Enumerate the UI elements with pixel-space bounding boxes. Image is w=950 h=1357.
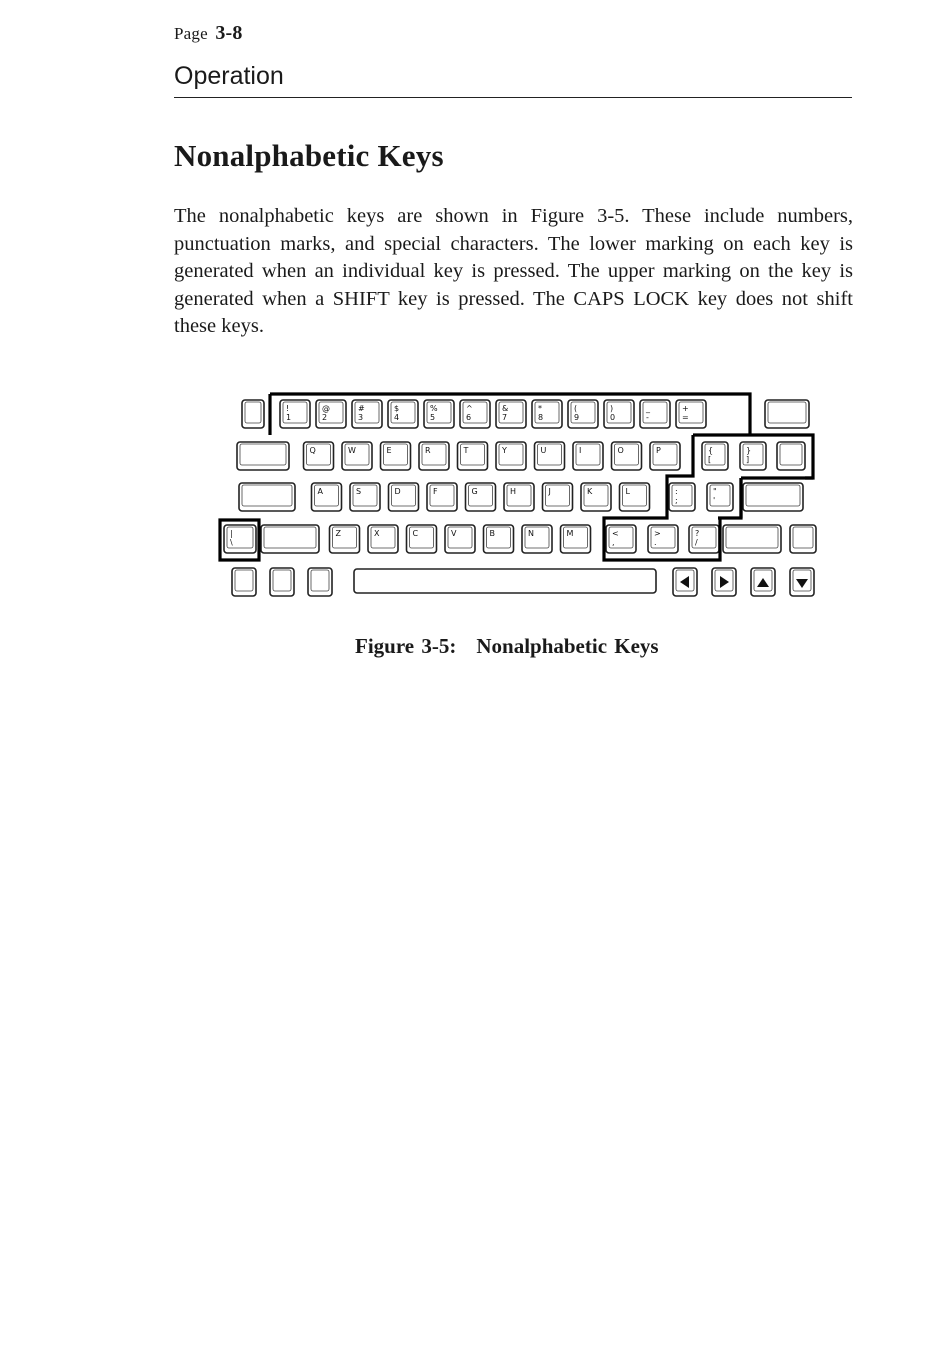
caption-title: Nonalphabetic Keys — [476, 634, 659, 658]
key-legend-lower: = — [682, 413, 689, 422]
key-legend-upper: | — [230, 529, 233, 538]
key-row3-1 — [312, 483, 342, 511]
key-quote — [707, 483, 733, 511]
key-legend-upper: & — [502, 404, 509, 413]
key-shift-right — [723, 525, 781, 553]
key-bracket-left — [702, 442, 728, 470]
key-legend-upper: @ — [322, 404, 330, 413]
key-legend-lower: - — [646, 413, 649, 422]
key-legend-upper: H — [510, 487, 517, 496]
key-semicolon — [669, 483, 695, 511]
key-legend-upper: M — [566, 529, 574, 538]
key-row4-2 — [368, 525, 398, 553]
page-heading: Nonalphabetic Keys — [174, 138, 444, 173]
key-legend-upper: ? — [695, 529, 700, 538]
key-legend-upper: ^ — [466, 404, 473, 413]
page-label: Page — [174, 24, 208, 43]
key-legend-lower: ' — [713, 496, 716, 505]
key-legend-lower: 9 — [574, 413, 580, 422]
key-row1-10 — [604, 400, 634, 428]
key-legend-upper: W — [348, 446, 356, 455]
key-legend-lower: 1 — [286, 413, 292, 422]
keyboard-diagram — [215, 390, 825, 605]
key-caps-lock — [270, 568, 294, 596]
key-backspace — [765, 400, 809, 428]
key-legend-lower: ; — [675, 496, 678, 505]
header-rule — [174, 97, 852, 98]
key-row4-1 — [330, 525, 360, 553]
key-legend-upper: V — [451, 529, 457, 538]
key-legend-upper: R — [425, 446, 431, 455]
key-row2-8 — [573, 442, 603, 470]
key-legend-upper: B — [489, 529, 495, 538]
key-row1-12 — [676, 400, 706, 428]
key-legend-lower: ] — [746, 455, 750, 464]
key-legend-upper: + — [682, 404, 689, 413]
key-legend-lower: , — [612, 538, 615, 547]
key-legend-upper: E — [386, 446, 392, 455]
key-legend-upper: Y — [502, 446, 507, 455]
key-legend-upper: N — [528, 529, 534, 538]
key-row1-6 — [460, 400, 490, 428]
key-legend-upper: T — [463, 446, 469, 455]
key-row2-end — [777, 442, 805, 470]
key-legend-upper: O — [617, 446, 624, 455]
key-legend-lower: \ — [230, 538, 233, 547]
section-title: Operation — [174, 62, 284, 90]
key-shift-left — [261, 525, 319, 553]
key-row1-4 — [388, 400, 418, 428]
key-row4-4 — [445, 525, 475, 553]
key-row3-8 — [581, 483, 611, 511]
key-legend-lower: 5 — [430, 413, 436, 422]
key-row3-4 — [427, 483, 457, 511]
key-legend-lower: 2 — [322, 413, 328, 422]
key-row4-5 — [484, 525, 514, 553]
key-row4-3 — [407, 525, 437, 553]
caption-number: Figure 3-5: — [355, 634, 457, 658]
figure-caption — [355, 634, 659, 659]
key-row3-7 — [543, 483, 573, 511]
key-legend-upper: G — [471, 487, 478, 496]
key-legend-upper: _ — [646, 404, 650, 413]
key-enter — [743, 483, 803, 511]
key-row1-2 — [316, 400, 346, 428]
key-row2-6 — [496, 442, 526, 470]
key-legend-upper: D — [394, 487, 401, 496]
key-num-lock — [232, 568, 256, 596]
key-legend-upper: U — [540, 446, 547, 455]
key-row3-9 — [620, 483, 650, 511]
key-row1-3 — [352, 400, 382, 428]
key-bracket-right — [740, 442, 766, 470]
key-esc — [242, 400, 264, 428]
key-legend-lower: 3 — [358, 413, 364, 422]
key-legend-lower: 4 — [394, 413, 400, 422]
key-slash — [689, 525, 719, 553]
key-row3-5 — [466, 483, 496, 511]
key-legend-upper: < — [612, 529, 619, 538]
key-row4-end — [790, 525, 816, 553]
key-row1-1 — [280, 400, 310, 428]
key-row2-10 — [650, 442, 680, 470]
key-row1-5 — [424, 400, 454, 428]
key-legend-upper: ! — [286, 404, 290, 413]
key-row2-4 — [419, 442, 449, 470]
key-alt — [308, 568, 332, 596]
keyboard-figure — [215, 390, 825, 605]
key-legend-upper: " — [713, 487, 717, 496]
key-legend-upper: F — [433, 487, 438, 496]
key-legend-lower: 6 — [466, 413, 472, 422]
key-row2-1 — [304, 442, 334, 470]
key-legend-upper: J — [548, 487, 551, 496]
key-legend-lower: [ — [708, 455, 712, 464]
key-legend-upper: Q — [309, 446, 316, 455]
key-legend-upper: $ — [394, 404, 400, 413]
key-row4-7 — [561, 525, 591, 553]
key-row2-7 — [535, 442, 565, 470]
key-row2-9 — [612, 442, 642, 470]
key-row2-2 — [342, 442, 372, 470]
key-legend-upper: % — [430, 404, 438, 413]
key-row1-9 — [568, 400, 598, 428]
key-legend-upper: ( — [574, 404, 578, 413]
key-legend-upper: A — [317, 487, 323, 496]
key-legend-lower: 0 — [610, 413, 616, 422]
key-row1-8 — [532, 400, 562, 428]
key-legend-upper: * — [538, 404, 542, 413]
key-ctrl — [239, 483, 295, 511]
key-legend-upper: L — [625, 487, 630, 496]
key-legend-lower: 8 — [538, 413, 544, 422]
key-legend-upper: X — [374, 529, 380, 538]
key-legend-upper: Z — [335, 529, 341, 538]
key-backslash — [224, 525, 256, 553]
key-row3-6 — [504, 483, 534, 511]
key-legend-upper: } — [746, 446, 752, 455]
key-tab — [237, 442, 289, 470]
key-row2-5 — [458, 442, 488, 470]
key-row3-2 — [350, 483, 380, 511]
key-legend-lower: . — [654, 538, 657, 547]
key-legend-upper: { — [708, 446, 714, 455]
page-number — [174, 22, 243, 45]
key-comma — [606, 525, 636, 553]
key-legend-upper: I — [579, 446, 582, 455]
page-number-value: 3-8 — [215, 22, 243, 44]
key-legend-upper: S — [356, 487, 362, 496]
key-legend-upper: P — [656, 446, 661, 455]
body-paragraph: The nonalphabetic keys are shown in Figure 3-5. These include numbers, punctuation marks, and special characters. The lower marking on each key is generated when an individual key is pressed. The upper marking on the key is generated when a SHIFT key is pressed. The CAPS LOCK key does not shift these keys. — [174, 205, 853, 337]
key-period — [648, 525, 678, 553]
key-row1-11 — [640, 400, 670, 428]
key-space — [354, 569, 656, 593]
key-legend-upper: K — [587, 487, 593, 496]
key-legend-upper: ) — [610, 404, 614, 413]
key-legend-upper: C — [412, 529, 419, 538]
key-row4-6 — [522, 525, 552, 553]
key-legend-upper: : — [675, 487, 678, 496]
key-row3-3 — [389, 483, 419, 511]
key-row2-3 — [381, 442, 411, 470]
key-legend-lower: / — [695, 538, 698, 547]
key-legend-upper: > — [654, 529, 661, 538]
key-legend-lower: 7 — [502, 413, 508, 422]
key-legend-upper: # — [358, 404, 365, 413]
key-row1-7 — [496, 400, 526, 428]
